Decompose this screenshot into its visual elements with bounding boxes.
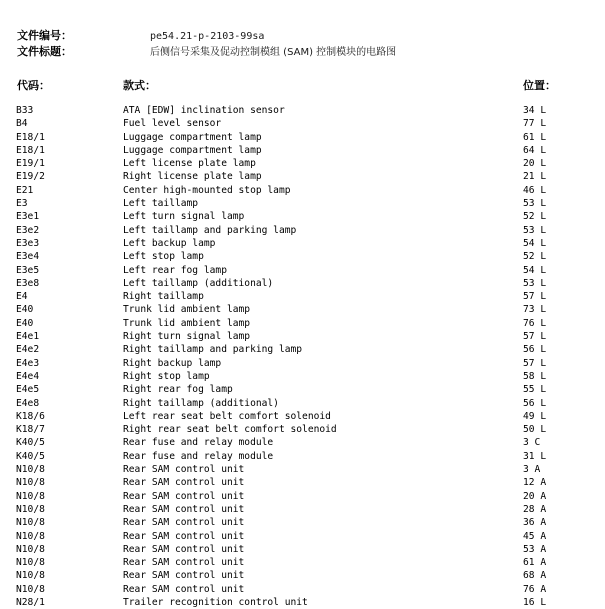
component-code-cell: K40/5 bbox=[16, 450, 45, 462]
component-name-cell: Rear SAM control unit bbox=[123, 570, 245, 582]
component-name-cell: Rear SAM control unit bbox=[123, 583, 245, 595]
table-row bbox=[0, 330, 605, 343]
table-row bbox=[0, 197, 605, 210]
component-position-cell: 58 L bbox=[523, 370, 547, 382]
component-code-cell: E3e3 bbox=[16, 237, 40, 249]
component-code-cell: E19/2 bbox=[16, 171, 45, 183]
component-name-cell: Left taillamp (additional) bbox=[123, 277, 274, 289]
table-row bbox=[0, 290, 605, 303]
component-position-cell: 53 L bbox=[523, 277, 547, 289]
component-position-cell: 36 A bbox=[523, 517, 547, 529]
component-code-cell: E4 bbox=[16, 291, 28, 303]
table-row bbox=[0, 543, 605, 556]
component-name-cell: Right taillamp bbox=[123, 291, 204, 303]
component-position-cell: 77 L bbox=[523, 118, 547, 130]
table-row bbox=[0, 503, 605, 516]
component-code-cell: E18/1 bbox=[16, 131, 45, 143]
table-row bbox=[0, 530, 605, 543]
component-position-cell: 28 A bbox=[523, 503, 547, 515]
component-code-cell: E3e4 bbox=[16, 251, 40, 263]
component-position-cell: 52 L bbox=[523, 211, 547, 223]
component-position-cell: 3 A bbox=[523, 464, 541, 476]
component-name-cell: Luggage compartment lamp bbox=[123, 131, 262, 143]
table-row bbox=[0, 370, 605, 383]
table-row bbox=[0, 556, 605, 569]
component-position-cell: 45 A bbox=[523, 530, 547, 542]
component-name-cell: Fuel level sensor bbox=[123, 118, 222, 130]
table-row bbox=[0, 104, 605, 117]
component-position-cell: 61 A bbox=[523, 557, 547, 569]
component-code-cell: N10/8 bbox=[16, 517, 45, 529]
component-name-cell: Right taillamp and parking lamp bbox=[123, 344, 303, 356]
component-name-cell: Right backup lamp bbox=[123, 357, 222, 369]
table-row bbox=[0, 303, 605, 316]
table-row bbox=[0, 224, 605, 237]
table-row bbox=[0, 490, 605, 503]
table-row bbox=[0, 170, 605, 183]
component-code-cell: E18/1 bbox=[16, 144, 45, 156]
table-row bbox=[0, 131, 605, 144]
component-name-cell: Right taillamp (additional) bbox=[123, 397, 279, 409]
component-position-cell: 31 L bbox=[523, 450, 547, 462]
component-code-cell: E3e5 bbox=[16, 264, 40, 276]
table-row bbox=[0, 157, 605, 170]
table-row bbox=[0, 250, 605, 263]
component-name-cell: Center high-mounted stop lamp bbox=[123, 184, 291, 196]
component-position-cell: 55 L bbox=[523, 384, 547, 396]
component-code-cell: E19/1 bbox=[16, 158, 45, 170]
table-row bbox=[0, 476, 605, 489]
file-number-label: 文件编号： bbox=[17, 29, 72, 42]
component-name-cell: Trunk lid ambient lamp bbox=[123, 317, 251, 329]
component-code-cell: E4e3 bbox=[16, 357, 40, 369]
component-position-cell: 76 L bbox=[523, 317, 547, 329]
table-row bbox=[0, 184, 605, 197]
component-name-cell: Right rear fog lamp bbox=[123, 384, 233, 396]
component-code-cell: N10/8 bbox=[16, 490, 45, 502]
component-name-cell: Left license plate lamp bbox=[123, 158, 256, 170]
component-code-cell: E21 bbox=[16, 184, 34, 196]
component-position-cell: 54 L bbox=[523, 237, 547, 249]
component-code-cell: E40 bbox=[16, 304, 34, 316]
component-code-cell: N10/8 bbox=[16, 583, 45, 595]
table-row bbox=[0, 397, 605, 410]
component-code-cell: E4e1 bbox=[16, 331, 40, 343]
component-name-cell: Left rear seat belt comfort solenoid bbox=[123, 410, 331, 422]
component-code-cell: K40/5 bbox=[16, 437, 45, 449]
component-code-cell: B33 bbox=[16, 105, 34, 116]
column-header-position: 位置： bbox=[523, 79, 556, 92]
table-row bbox=[0, 357, 605, 370]
component-position-cell: 53 A bbox=[523, 543, 547, 555]
component-code-cell: K18/6 bbox=[16, 410, 45, 422]
table-row bbox=[0, 144, 605, 157]
component-code-cell: N10/8 bbox=[16, 477, 45, 489]
component-name-cell: Left stop lamp bbox=[123, 251, 204, 263]
component-position-cell: 20 L bbox=[523, 158, 547, 170]
component-name-cell: Rear SAM control unit bbox=[123, 517, 245, 529]
column-header-code: 代码： bbox=[17, 79, 50, 92]
component-code-cell: N10/8 bbox=[16, 570, 45, 582]
component-code-cell: N28/1 bbox=[16, 596, 45, 608]
component-name-cell: Left rear fog lamp bbox=[123, 264, 227, 276]
component-name-cell: Right rear seat belt comfort solenoid bbox=[123, 424, 337, 436]
component-position-cell: 53 L bbox=[523, 198, 547, 210]
component-position-cell: 46 L bbox=[523, 184, 547, 196]
component-name-cell: Rear SAM control unit bbox=[123, 464, 245, 476]
component-table bbox=[0, 104, 605, 609]
component-name-cell: Luggage compartment lamp bbox=[123, 144, 262, 156]
component-code-cell: E3e1 bbox=[16, 211, 40, 223]
component-code-cell: B4 bbox=[16, 118, 28, 130]
component-name-cell: Right turn signal lamp bbox=[123, 331, 251, 343]
component-name-cell: ATA [EDW] inclination sensor bbox=[123, 105, 285, 116]
table-row bbox=[0, 516, 605, 529]
component-position-cell: 76 A bbox=[523, 583, 547, 595]
table-row bbox=[0, 237, 605, 250]
component-position-cell: 57 L bbox=[523, 291, 547, 303]
table-row bbox=[0, 463, 605, 476]
table-row bbox=[0, 343, 605, 356]
table-row bbox=[0, 210, 605, 223]
table-row bbox=[0, 583, 605, 596]
component-code-cell: N10/8 bbox=[16, 464, 45, 476]
component-name-cell: Rear fuse and relay module bbox=[123, 437, 274, 449]
component-code-cell: E3e2 bbox=[16, 224, 40, 236]
column-header-name: 款式： bbox=[123, 79, 156, 92]
component-code-cell: E3e8 bbox=[16, 277, 40, 289]
file-title-label: 文件标题： bbox=[17, 45, 72, 58]
component-position-cell: 49 L bbox=[523, 410, 547, 422]
component-code-cell: E40 bbox=[16, 317, 34, 329]
component-position-cell: 56 L bbox=[523, 344, 547, 356]
component-position-cell: 68 A bbox=[523, 570, 547, 582]
table-row bbox=[0, 264, 605, 277]
component-code-cell: N10/8 bbox=[16, 557, 45, 569]
component-name-cell: Rear SAM control unit bbox=[123, 503, 245, 515]
component-position-cell: 64 L bbox=[523, 144, 547, 156]
component-position-cell: 56 L bbox=[523, 397, 547, 409]
component-position-cell: 12 A bbox=[523, 477, 547, 489]
component-position-cell: 20 A bbox=[523, 490, 547, 502]
component-code-cell: K18/7 bbox=[16, 424, 45, 436]
component-name-cell: Rear SAM control unit bbox=[123, 477, 245, 489]
component-name-cell: Trunk lid ambient lamp bbox=[123, 304, 251, 316]
table-row bbox=[0, 410, 605, 423]
table-row bbox=[0, 317, 605, 330]
component-position-cell: 52 L bbox=[523, 251, 547, 263]
component-position-cell: 16 L bbox=[523, 596, 547, 608]
file-number-value: pe54.21-p-2103-99sa bbox=[150, 31, 265, 42]
file-title-value: 后侧信号采集及促动控制模组 (SAM) 控制模块的电路图 bbox=[150, 47, 397, 58]
component-code-cell: E4e8 bbox=[16, 397, 40, 409]
component-position-cell: 3 C bbox=[523, 437, 541, 449]
component-position-cell: 54 L bbox=[523, 264, 547, 276]
table-row bbox=[0, 423, 605, 436]
component-name-cell: Rear fuse and relay module bbox=[123, 450, 274, 462]
component-position-cell: 61 L bbox=[523, 131, 547, 143]
component-name-cell: Left taillamp bbox=[123, 198, 199, 210]
component-name-cell: Left taillamp and parking lamp bbox=[123, 224, 297, 236]
component-name-cell: Rear SAM control unit bbox=[123, 490, 245, 502]
table-row bbox=[0, 450, 605, 463]
component-position-cell: 34 L bbox=[523, 105, 547, 116]
component-code-cell: E4e5 bbox=[16, 384, 40, 396]
component-code-cell: E3 bbox=[16, 198, 28, 210]
component-name-cell: Right license plate lamp bbox=[123, 171, 262, 183]
component-name-cell: Left backup lamp bbox=[123, 237, 216, 249]
component-code-cell: N10/8 bbox=[16, 503, 45, 515]
table-row bbox=[0, 117, 605, 130]
table-row bbox=[0, 383, 605, 396]
table-row bbox=[0, 277, 605, 290]
component-name-cell: Right stop lamp bbox=[123, 370, 210, 382]
component-name-cell: Rear SAM control unit bbox=[123, 543, 245, 555]
component-position-cell: 73 L bbox=[523, 304, 547, 316]
table-row bbox=[0, 569, 605, 582]
component-position-cell: 57 L bbox=[523, 357, 547, 369]
component-name-cell: Rear SAM control unit bbox=[123, 530, 245, 542]
component-code-cell: E4e2 bbox=[16, 344, 40, 356]
component-code-cell: N10/8 bbox=[16, 530, 45, 542]
component-code-cell: N10/8 bbox=[16, 543, 45, 555]
component-name-cell: Rear SAM control unit bbox=[123, 557, 245, 569]
component-code-cell: E4e4 bbox=[16, 370, 40, 382]
table-row bbox=[0, 596, 605, 609]
component-position-cell: 57 L bbox=[523, 331, 547, 343]
component-name-cell: Trailer recognition control unit bbox=[123, 596, 308, 608]
component-name-cell: Left turn signal lamp bbox=[123, 211, 245, 223]
table-row bbox=[0, 436, 605, 449]
component-position-cell: 21 L bbox=[523, 171, 547, 183]
component-position-cell: 50 L bbox=[523, 424, 547, 436]
component-position-cell: 53 L bbox=[523, 224, 547, 236]
